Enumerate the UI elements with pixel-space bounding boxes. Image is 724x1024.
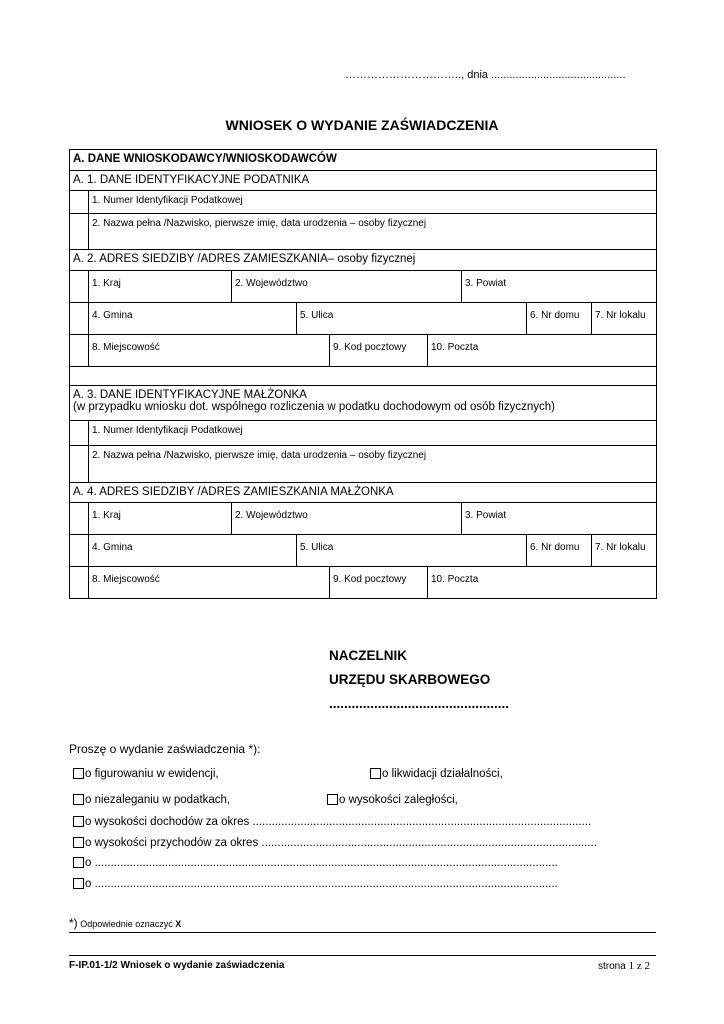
addressee-line2: URZĘDU SKARBOWEGO	[329, 672, 491, 687]
option-niezaleganie[interactable]	[73, 794, 230, 806]
indent-cell	[70, 335, 89, 367]
footnote-symbol: X	[175, 919, 182, 929]
addressee-office-line: ................................................	[329, 696, 510, 711]
option-zaleglosci[interactable]	[327, 794, 458, 806]
option-label: o .................................................................................................................................................	[85, 857, 558, 869]
a4-country-field[interactable]: 1. Kraj	[89, 503, 232, 535]
option-label: o wysokości dochodów za okres ..........................................................................................................	[85, 816, 592, 828]
applicant-data-table	[69, 149, 657, 599]
option-przychody[interactable]	[73, 837, 597, 849]
option-label: o figurowaniu w ewidencji,	[85, 768, 219, 780]
a2-locality-field[interactable]: 8. Miejscowość	[89, 335, 330, 367]
checkbox[interactable]	[73, 857, 84, 868]
indent-cell	[70, 271, 89, 303]
checkbox[interactable]	[73, 816, 84, 827]
a2-apartment-number-field[interactable]: 7. Nr lokalu	[592, 303, 657, 335]
option-label: o wysokości zaległości,	[339, 794, 458, 806]
section-a3-title-line2: (w przypadku wniosku dot. wspólnego rozliczenia w podatku dochodowym od osób fizycznych)	[73, 401, 555, 413]
checkbox[interactable]	[73, 794, 84, 805]
page-word: strona	[598, 961, 626, 972]
form-code: F-IP.01-1/2 Wniosek o wydanie zaświadczenia	[69, 960, 285, 971]
section-a1-title: A. 1. DANE IDENTYFIKACYJNE PODATNIKA	[70, 171, 657, 191]
a2-county-field[interactable]: 3. Powiat	[462, 271, 657, 303]
addressee-line1: NACZELNIK	[329, 648, 407, 663]
a4-postal-code-field[interactable]: 9. Kod pocztowy	[330, 567, 428, 599]
a2-commune-field[interactable]: 4. Gmina	[89, 303, 297, 335]
a2-voivodeship-field[interactable]: 2. Województwo	[232, 271, 462, 303]
a4-commune-field[interactable]: 4. Gmina	[89, 535, 297, 567]
a3-nip-field[interactable]: 1. Numer Identyfikacji Podatkowej	[89, 421, 657, 446]
a2-postal-code-field[interactable]: 9. Kod pocztowy	[330, 335, 428, 367]
indent-cell	[70, 567, 89, 599]
a1-name-field[interactable]: 2. Nazwa pełna /Nazwisko, pierwsze imię, data urodzenia – osoby fizycznej	[89, 214, 657, 250]
a2-house-number-field[interactable]: 6. Nr domu	[527, 303, 592, 335]
option-other-1[interactable]	[73, 857, 558, 869]
indent-cell	[70, 303, 89, 335]
option-label: o niezaleganiu w podatkach,	[85, 794, 231, 806]
checkbox[interactable]	[327, 794, 338, 805]
section-a2-title: A. 2. ADRES SIEDZIBY /ADRES ZAMIESZKANIA– osoby fizycznej	[70, 250, 657, 271]
checkbox[interactable]	[73, 768, 84, 779]
option-label: o .................................................................................................................................................	[85, 878, 558, 890]
footnote-mark: *)	[69, 916, 78, 930]
page-number: 1 z 2	[628, 960, 650, 972]
option-figurowanie[interactable]	[73, 768, 219, 780]
section-a-title: A. DANE WNIOSKODAWCY/WNIOSKODAWCÓW	[70, 150, 657, 171]
option-likwidacja[interactable]	[370, 768, 503, 780]
form-title: WNIOSEK O WYDANIE ZAŚWIADCZENIA	[225, 117, 499, 133]
indent-cell	[70, 535, 89, 567]
section-a4-title: A. 4. ADRES SIEDZIBY /ADRES ZAMIESZKANIA MAŁŻONKA	[70, 483, 657, 503]
indent-cell	[70, 503, 89, 535]
page-indicator	[598, 960, 650, 972]
footnote	[69, 916, 181, 930]
divider	[69, 955, 656, 956]
a4-house-number-field[interactable]: 6. Nr domu	[527, 535, 592, 567]
a4-county-field[interactable]: 3. Powiat	[462, 503, 657, 535]
spacer-row	[70, 367, 657, 386]
indent-cell	[70, 191, 89, 214]
a4-voivodeship-field[interactable]: 2. Województwo	[232, 503, 462, 535]
indent-cell	[70, 214, 89, 250]
place-date-line: ………………………….., dnia ............................................	[345, 69, 626, 81]
section-a3-title	[70, 386, 657, 421]
a2-country-field[interactable]: 1. Kraj	[89, 271, 232, 303]
footnote-text: Odpowiednie oznaczyć	[80, 919, 173, 929]
option-dochody[interactable]	[73, 816, 591, 828]
indent-cell	[70, 421, 89, 446]
indent-cell	[70, 446, 89, 483]
section-a3-title-line1: A. 3. DANE IDENTYFIKACYJNE MAŁŻONKA	[73, 389, 307, 401]
a2-post-office-field[interactable]: 10. Poczta	[428, 335, 657, 367]
checkbox[interactable]	[73, 837, 84, 848]
request-intro: Proszę o wydanie zaświadczenia *):	[69, 742, 261, 756]
a4-post-office-field[interactable]: 10. Poczta	[428, 567, 657, 599]
option-label: o wysokości przychodów za okres .........................................................................................................	[85, 837, 597, 849]
option-label: o likwidacji działalności,	[382, 768, 503, 780]
a3-name-field[interactable]: 2. Nazwa pełna /Nazwisko, pierwsze imię, data urodzenia – osoby fizycznej	[89, 446, 657, 483]
a2-street-field[interactable]: 5. Ulica	[297, 303, 527, 335]
option-other-2[interactable]	[73, 878, 558, 890]
divider	[69, 932, 656, 933]
a4-locality-field[interactable]: 8. Miejscowość	[89, 567, 330, 599]
checkbox[interactable]	[73, 878, 84, 889]
a4-apartment-number-field[interactable]: 7. Nr lokalu	[592, 535, 657, 567]
a4-street-field[interactable]: 5. Ulica	[297, 535, 527, 567]
a1-nip-field[interactable]: 1. Numer Identyfikacji Podatkowej	[89, 191, 657, 214]
checkbox[interactable]	[370, 768, 381, 779]
